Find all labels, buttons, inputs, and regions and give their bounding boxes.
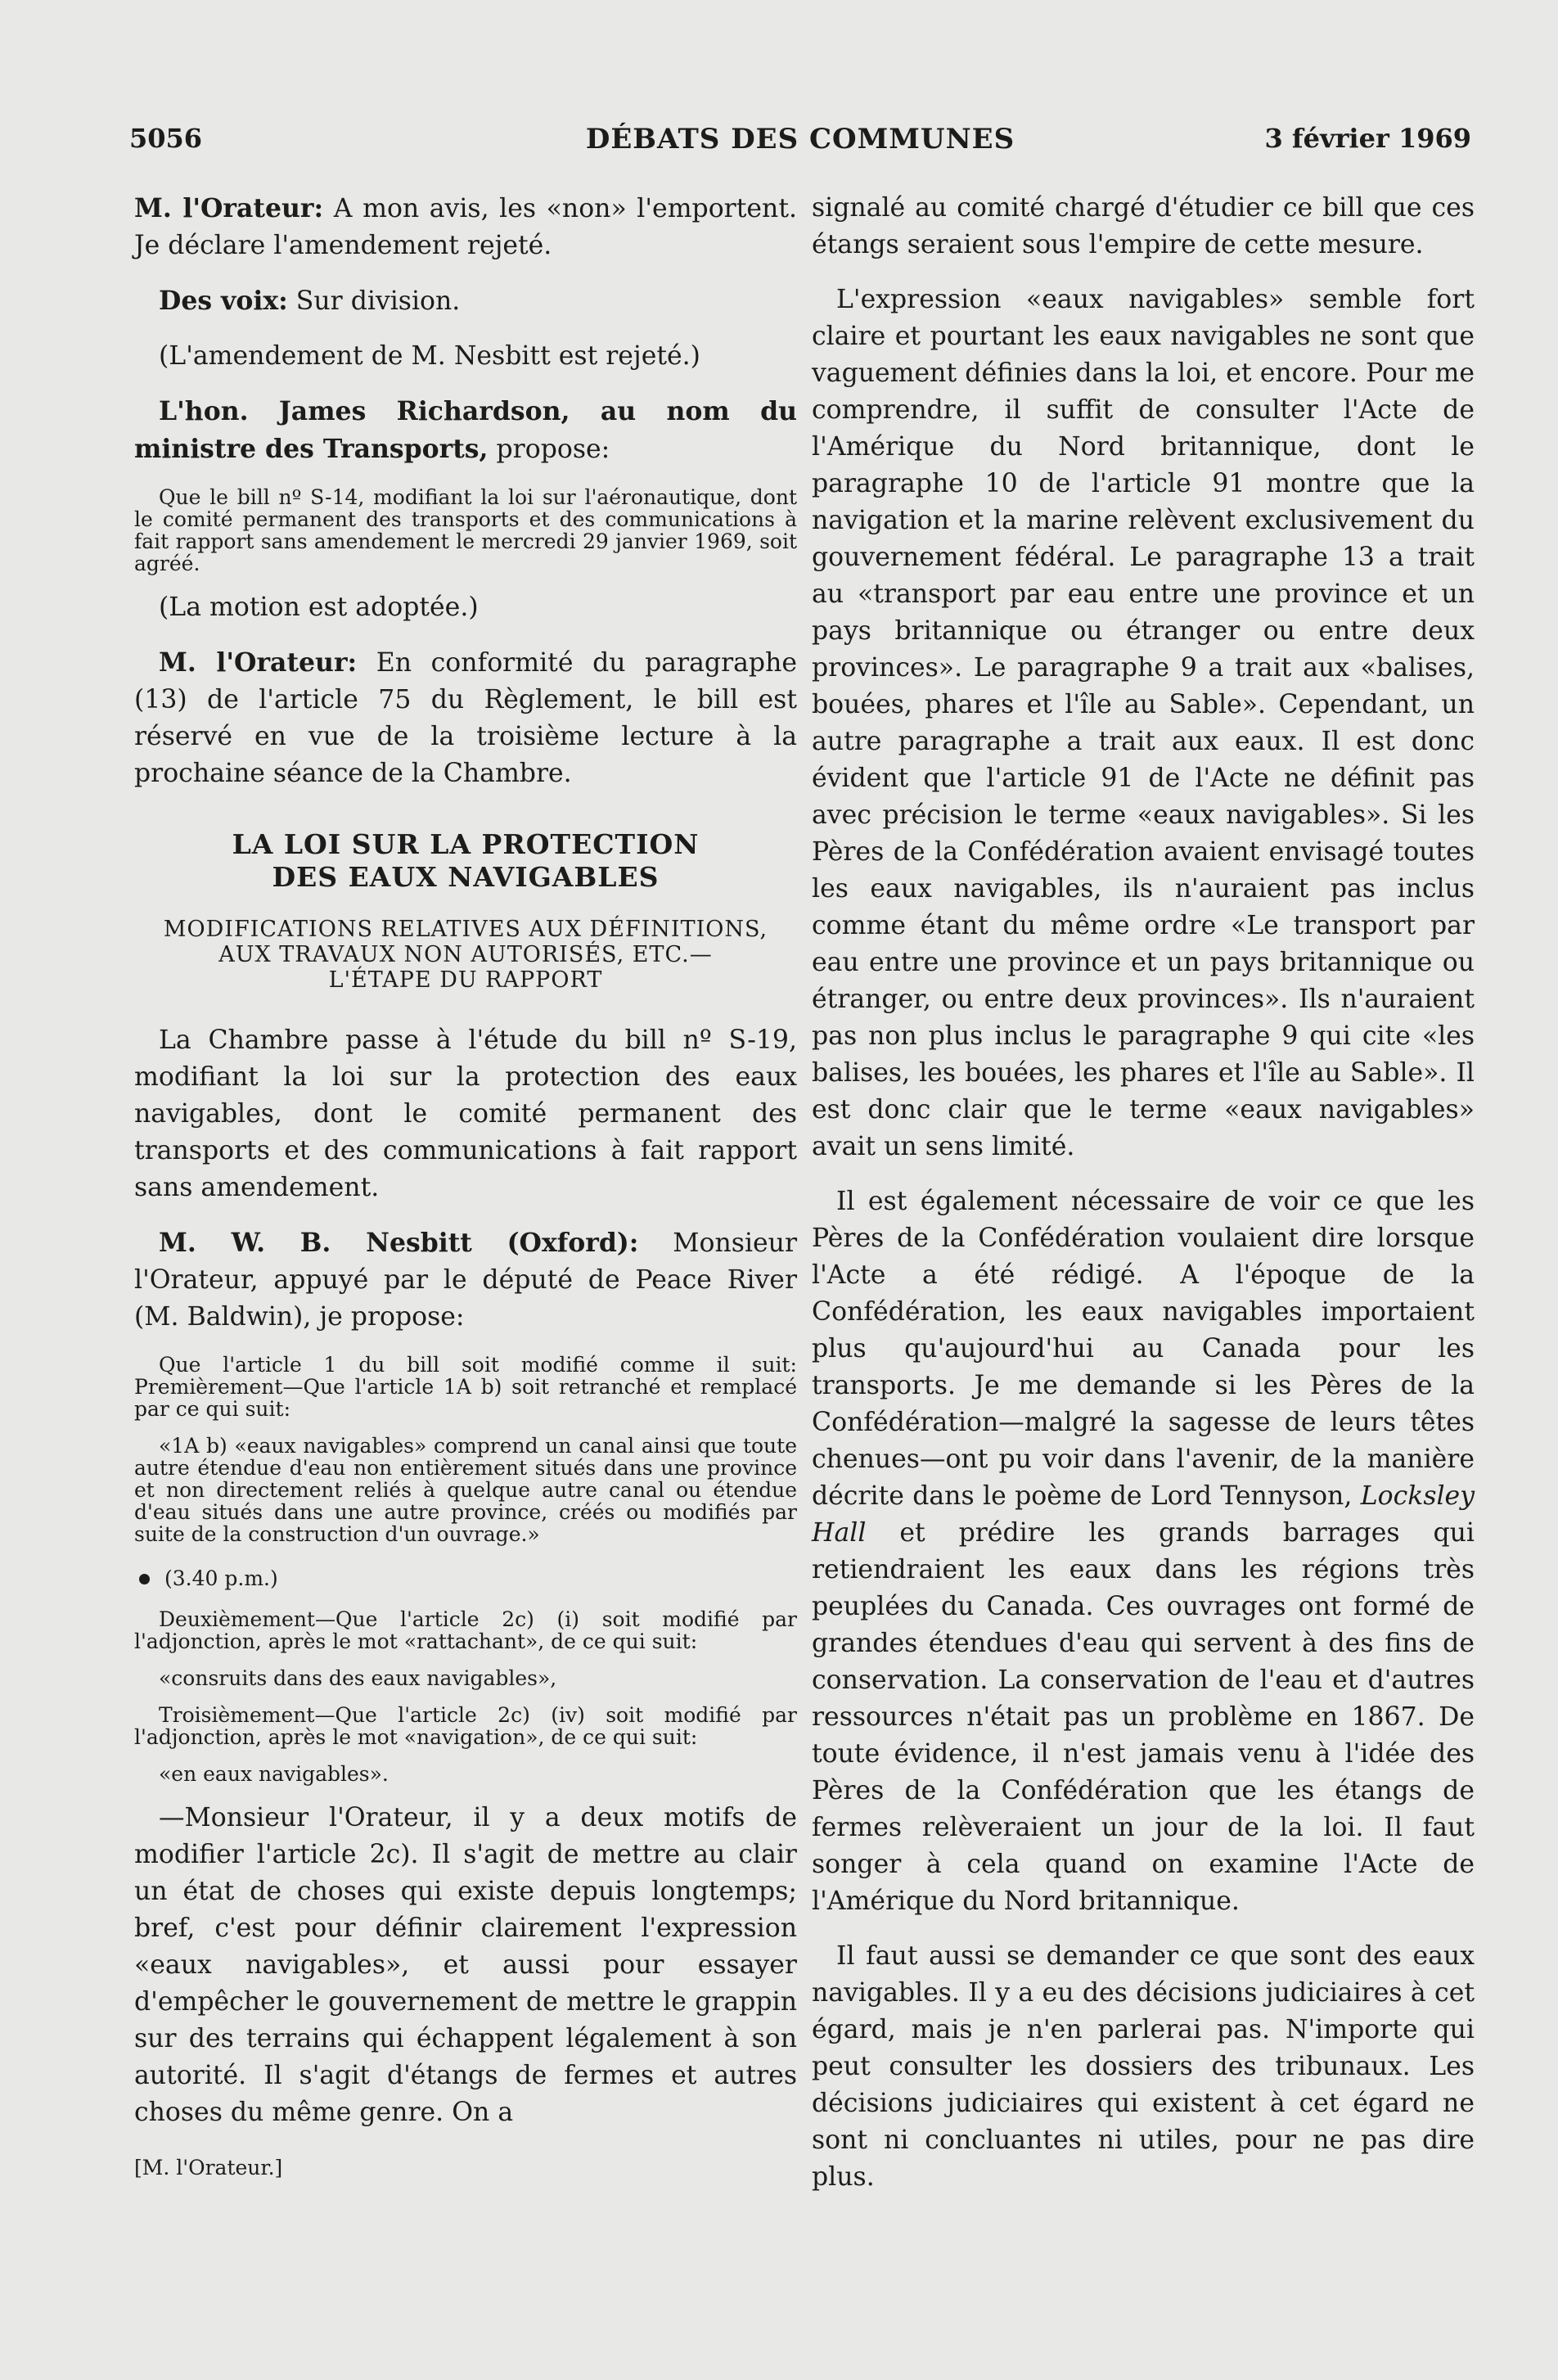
paragraph <box>134 1224 797 1336</box>
section-subheading <box>134 917 797 993</box>
publication-title: DÉBATS DES COMMUNES <box>585 123 1015 156</box>
left-column <box>134 190 797 2186</box>
paragraph <box>134 644 797 792</box>
subheading-line: AUX TRAVAUX NON AUTORISÉS, ETC.— <box>218 942 713 967</box>
paragraph: (La motion est adoptée.) <box>159 593 479 622</box>
speaker: M. l'Orateur: <box>134 193 324 223</box>
time-text: (3.40 p.m.) <box>164 1566 278 1590</box>
paragraph <box>134 190 797 264</box>
paragraph-text: et prédire les grands barrages qui retiendraient les eaux dans les régions très peuplées du Canada. Ces ouvrages ont formé de grandes étendues d'eau qui servent à des fins de conservation. La conservation de l'eau et d'autres ressources n'était pas un problème en 1867. De toute évidence, il n'est jamais venu à l'idée des Pères de la Confédération que les étangs de fermes relèveraient un jour de la loi. Il faut songer à cela quand on examine l'Acte de l'Amérique du Nord britannique. <box>812 1518 1475 1916</box>
speech-text: Sur division. <box>287 286 461 316</box>
heading-line: LA LOI SUR LA PROTECTION <box>232 828 700 860</box>
amendment-text: Que l'article 1 du bill soit modifié comme il suit: Premièrement—Que l'article 1A b) soit retranché et remplacé par ce qui suit: <box>134 1353 797 1421</box>
bullet-icon <box>139 1574 150 1584</box>
section-heading <box>134 828 797 894</box>
subheading-line: MODIFICATIONS RELATIVES AUX DÉFINITIONS, <box>163 917 768 942</box>
speech-text: Monsieur l'Orateur, appuyé par le député de Peace River (M. Baldwin), je propose: <box>134 1228 798 1332</box>
page-header <box>129 123 1471 172</box>
paragraph: signalé au comité chargé d'étudier ce bill que ces étangs seraient sous l'empire de cette mesure. <box>812 193 1475 259</box>
paragraph: L'expression «eaux navigables» semble fort claire et pourtant les eaux navigables ne sont que vaguement définies dans la loi, et encore. Pour me comprendre, il suffit de consulter l'Acte de l'Amérique du Nord britannique, dont le paragraphe 10 de l'article 91 montre que la navigation et la marine relèvent exclusivement du gouvernement fédéral. Le paragraphe 13 a trait au «transport par eau entre une province et un pays britannique ou étranger ou entre deux provinces». Le paragraphe 9 a trait aux «balises, bouées, phares et l'île au Sable». Cependant, un autre paragraphe a trait aux eaux. Il est donc évident que l'article 91 de l'Acte ne définit pas avec précision le terme «eaux navigables». Si les Pères de la Confédération avaient envisagé toutes les eaux navigables, ils n'auraient pas inclus comme étant du même ordre «Le transport par eau entre une province et un pays britannique ou étranger, ou entre deux provinces». Ils n'auraient pas non plus inclus le paragraphe 9 qui cite «les balises, les bouées, les phares et l'île au Sable». Il est donc clair que le terme «eaux navigables» avait un sens limité. <box>812 285 1475 1161</box>
paragraph-text: Il est également nécessaire de voir ce que les Pères de la Confédération voulaient dire lorsque l'Acte a été rédigé. A l'époque de la Confédération, les eaux navigables importaient plus qu'aujourd'hui au Canada pour les transports. Je me demande si les Pères de la Confédération—malgré la sagesse de leurs têtes chenues—ont pu voir dans l'avenir, de la manière décrite dans le poème de Lord Tennyson, <box>812 1187 1475 1511</box>
paragraph: Il faut aussi se demander ce que sont des eaux navigables. Il y a eu des décisions judiciaires à cet égard, mais je n'en parlerai pas. N'importe qui peut consulter les dossiers des tribunaux. Les décisions judiciaires qui existent à cet égard ne sont ni concluantes ni utiles, pour ne pas dire plus. <box>812 1941 1475 2192</box>
speech-text: En conformité du paragraphe (13) de l'article 75 du Règlement, le bill est réservé en vue de la troisième lecture à la prochaine séance de la Chambre. <box>134 648 798 788</box>
page-footer: [M. l'Orateur.] <box>134 2156 283 2179</box>
speaker: Des voix: <box>159 286 288 316</box>
paragraph <box>812 1183 1475 1920</box>
speaker: M. W. B. Nesbitt (Oxford): <box>159 1228 639 1258</box>
amendment-text: «1A b) «eaux navigables» comprend un canal ainsi que toute autre étendue d'eau non entièrement situés dans une province et non directement reliés à quelque autre canal ou étendue d'eau situés dans une autre province, créés ou modifiés par suite de la construction d'un ouvrage.» <box>134 1434 797 1546</box>
time-marker <box>134 1560 797 1597</box>
speech-text: A mon avis, les «non» l'emportent. Je déclare l'amendement rejeté. <box>134 194 798 260</box>
speech-text: propose: <box>488 435 610 464</box>
motion-text: Que le bill nº S-14, modifiant la loi sur l'aéronautique, dont le comité permanent des transports et des communications à fait rapport sans amendement le mercredi 29 janvier 1969, soit agréé. <box>134 485 797 575</box>
amendment-text: Troisièmement—Que l'article 2c) (iv) soit modifié par l'adjonction, après le mot «navigation», de ce qui suit: <box>134 1703 797 1749</box>
paragraph: (L'amendement de M. Nesbitt est rejeté.) <box>159 341 700 371</box>
amendment-text: Deuxièmement—Que l'article 2c) (i) soit modifié par l'adjonction, après le mot «rattachant», de ce qui suit: <box>134 1607 797 1653</box>
subheading-line: L'ÉTAPE DU RAPPORT <box>328 967 603 993</box>
page-number: 5056 <box>129 123 203 154</box>
heading-line: DES EAUX NAVIGABLES <box>272 861 660 893</box>
page-date: 3 février 1969 <box>1264 123 1471 154</box>
amendment-text: «consruits dans des eaux navigables», <box>159 1666 557 1690</box>
paragraph: La Chambre passe à l'étude du bill nº S-19, modifiant la loi sur la protection des eaux navigables, dont le comité permanent des transports et des communications à fait rapport sans amendement. <box>134 1025 797 1202</box>
paragraph <box>134 393 797 468</box>
speaker: M. l'Orateur: <box>159 647 358 678</box>
paragraph: —Monsieur l'Orateur, il y a deux motifs de modifier l'article 2c). Il s'agit de mettre au clair un état de choses qui existe depuis longtemps; bref, c'est pour définir clairement l'expression «eaux navigables», et aussi pour essayer d'empêcher le gouvernement de mettre le grappin sur des terrains qui échappent légalement à son autorité. Il s'agit d'étangs de fermes et autres choses du même genre. On a <box>134 1803 797 2127</box>
amendment-text: «en eaux navigables». <box>159 1762 389 1786</box>
right-column <box>812 190 1475 2214</box>
speaker: L'hon. James Richardson, au nom du ministre des Transports, <box>134 396 797 464</box>
poem-title: Locksley Hall <box>812 1481 1475 1548</box>
paragraph <box>134 282 797 320</box>
